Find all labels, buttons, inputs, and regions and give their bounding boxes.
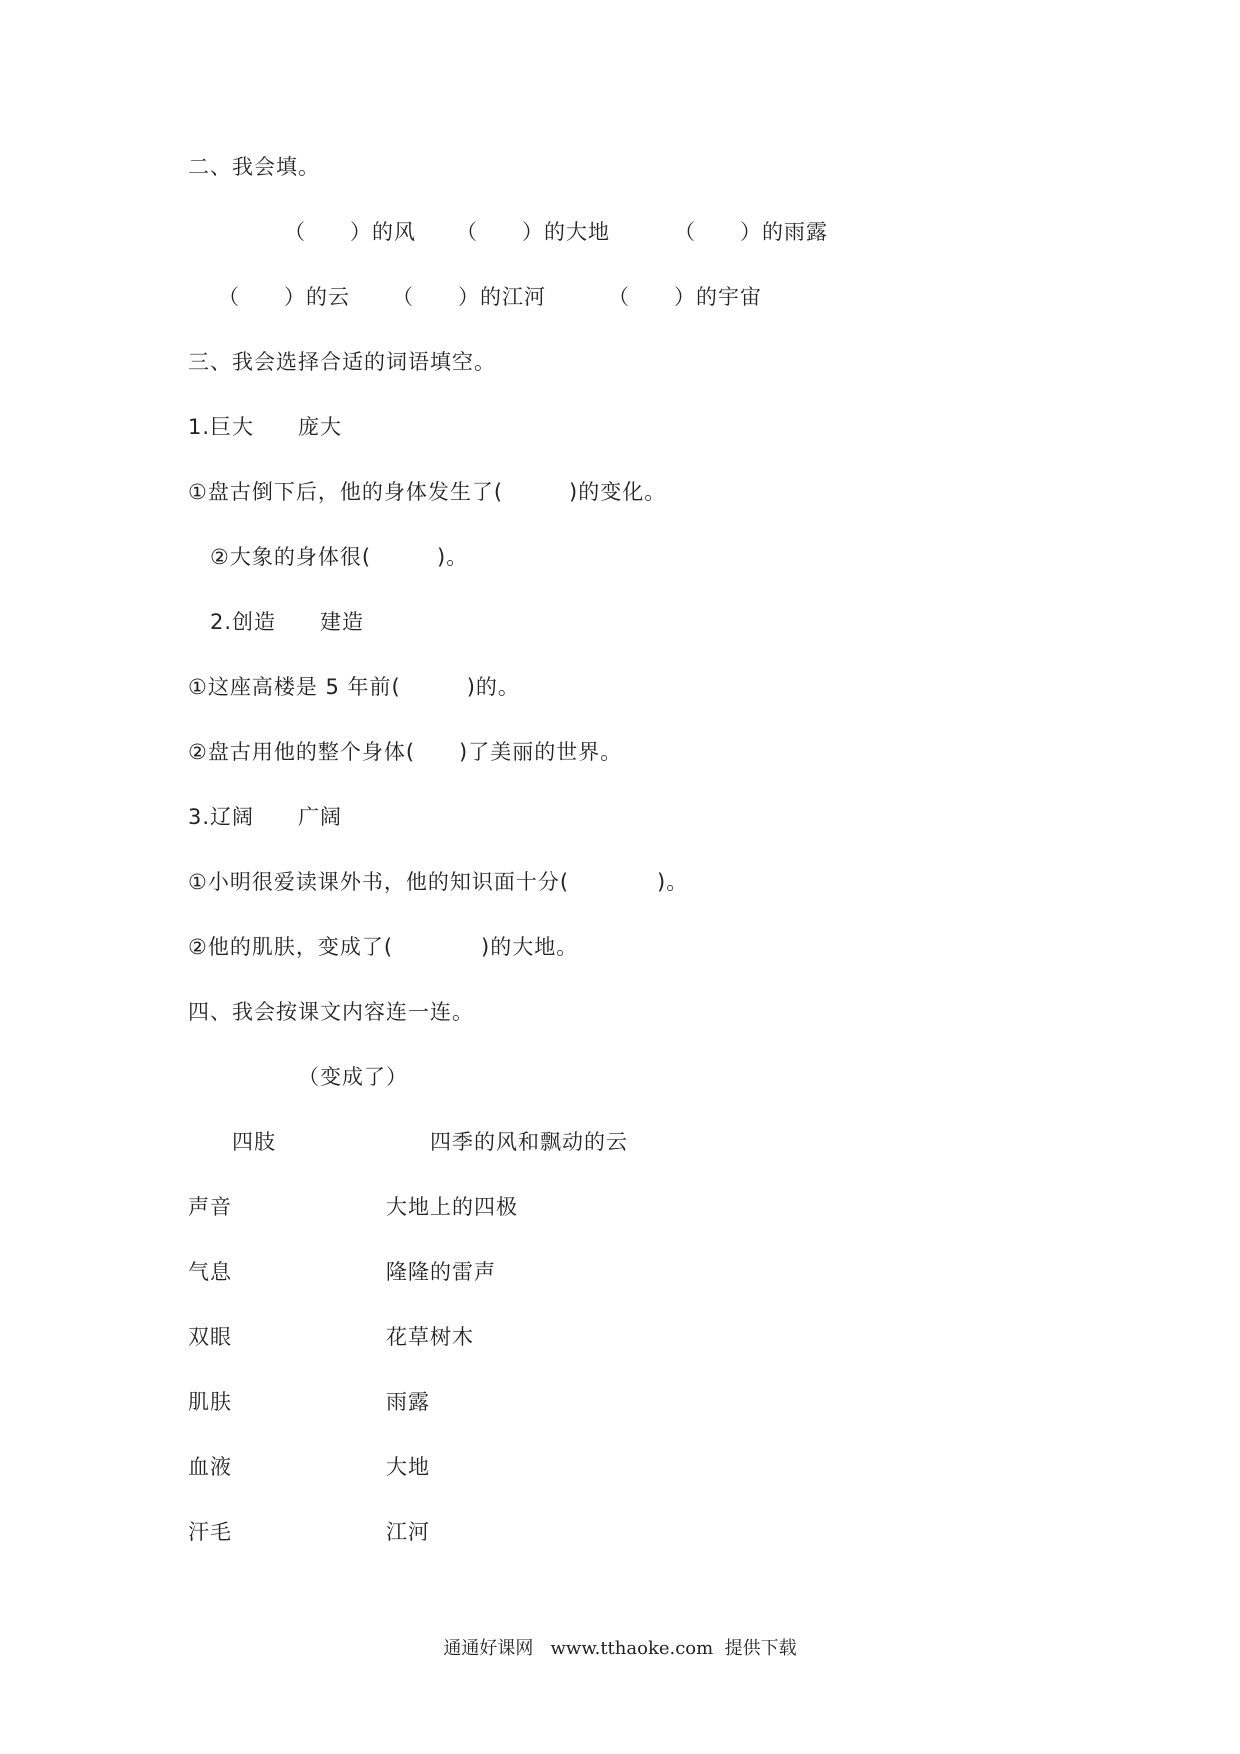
section2-heading: 二、我会填。 — [188, 155, 320, 179]
match-right-item: 四季的风和飘动的云 — [430, 1130, 628, 1154]
fill-item-dew: （ ）的雨露 — [674, 220, 828, 244]
match-right-item: 大地上的四极 — [386, 1195, 518, 1219]
match-left-item: 汗毛 — [188, 1520, 232, 1544]
fill-item-universe: （ ）的宇宙 — [608, 285, 762, 309]
sentence-1-2: ②大象的身体很( )。 — [210, 545, 469, 569]
match-right-item: 花草树木 — [386, 1325, 474, 1349]
match-left-item: 气息 — [188, 1260, 232, 1284]
section4-heading: 四、我会按课文内容连一连。 — [188, 1000, 474, 1024]
fill-item-wind: （ ）的风 — [284, 220, 416, 244]
match-left-item: 声音 — [188, 1195, 232, 1219]
sentence-3-2: ②他的肌肤，变成了( )的大地。 — [188, 935, 579, 959]
fill-item-cloud: （ ）的云 — [218, 285, 350, 309]
fill-item-earth: （ ）的大地 — [456, 220, 610, 244]
word-pair-1: 1.巨大 庞大 — [188, 415, 343, 439]
sentence-1-1: ①盘古倒下后，他的身体发生了( )的变化。 — [188, 480, 667, 504]
match-left-item: 四肢 — [232, 1130, 276, 1154]
sentence-2-2: ②盘古用他的整个身体( )了美丽的世界。 — [188, 740, 623, 764]
fill-item-river: （ ）的江河 — [392, 285, 546, 309]
word-pair-2: 2.创造 建造 — [210, 610, 365, 634]
section4-subheading: （变成了） — [298, 1065, 408, 1089]
match-right-item: 雨露 — [386, 1390, 430, 1414]
match-right-item: 江河 — [386, 1520, 430, 1544]
match-left-item: 血液 — [188, 1455, 232, 1479]
footer-credit: 通通好课网 www.tthaoke.com 提供下载 — [443, 1638, 797, 1659]
match-right-item: 大地 — [386, 1455, 430, 1479]
match-left-item: 双眼 — [188, 1325, 232, 1349]
sentence-2-1: ①这座高楼是 5 年前( )的。 — [188, 675, 520, 699]
match-right-item: 隆隆的雷声 — [386, 1260, 496, 1284]
word-pair-3: 3.辽阔 广阔 — [188, 805, 343, 829]
sentence-3-1: ①小明很爱读课外书，他的知识面十分( )。 — [188, 870, 689, 894]
section3-heading: 三、我会选择合适的词语填空。 — [188, 350, 496, 374]
match-left-item: 肌肤 — [188, 1390, 232, 1414]
